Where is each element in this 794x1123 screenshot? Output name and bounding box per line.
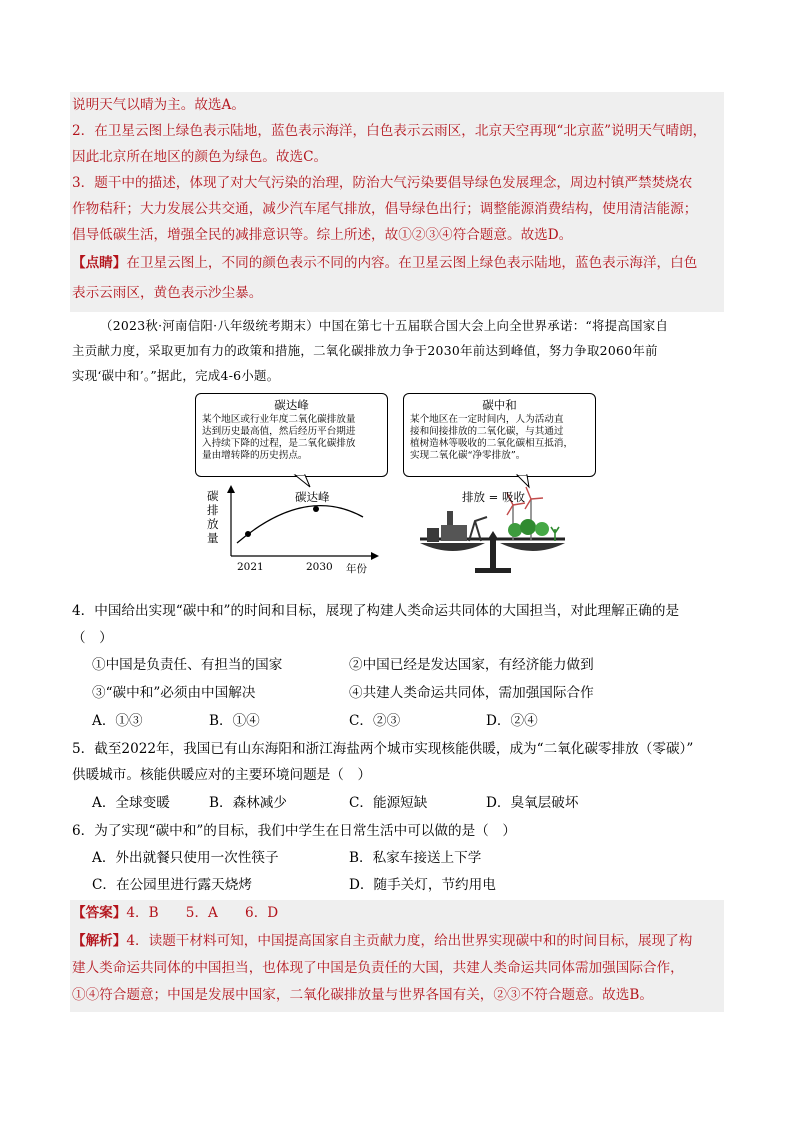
analysis-line-2: 2．在卫星云图上绿色表示陆地，蓝色表示海洋，白色表示云雨区，北京天空再现“北京蓝”说明天气晴朗， xyxy=(72,123,707,139)
q5-stem-1: 5．截至2022年，我国已有山东海阳和浙江海盐两个城市实现核能供暖，成为“二氧化碳零排放（零碳）” xyxy=(72,741,694,757)
tree-1 xyxy=(508,523,522,537)
point-2021 xyxy=(245,531,251,537)
y-axis-arrow xyxy=(227,485,235,493)
answer-tag: 【答案】 xyxy=(72,905,127,921)
q5-option-d[interactable]: D．臭氧层破坏 xyxy=(486,795,579,811)
analysis-line-5: 作物秸秆；大力发展公共交通，减少汽车尾气排放，倡导绿色出行；调整能源消费结构，使用清洁能源； xyxy=(72,201,698,217)
dianjing-text-1: 在卫星云图上，不同的颜色表示不同的内容。在卫星云图上绿色表示陆地，蓝色表示海洋，白色 xyxy=(126,255,698,271)
q4-option-c[interactable]: C．②③ xyxy=(349,713,401,729)
tree-2 xyxy=(520,519,536,535)
carbon-peak-box-text: 某个地区或行业年度二氧化碳排放量 达到历史最高值，然后经历平台期进 入持续下降的过程，是二氧化碳排放 量由增转降的历史拐点。 xyxy=(202,414,356,461)
analysis-bottom-line-3: ①④符合题意；中国是发展中国家，二氧化碳排放量与世界各国有关，②③不符合题意。故选B。 xyxy=(72,987,653,1003)
x-tick-2021: 2021 xyxy=(237,561,264,573)
analysis-tag: 【解析】 xyxy=(72,933,127,949)
carbon-neutral-box-text: 某个地区在一定时间内，人为活动直 接和间接排放的二氧化碳，与其通过 植树造林等吸收的二氧化碳相互抵消， 实现二氧化碳“净零排放”。 xyxy=(410,414,574,461)
intro-line-3: 实现‘碳中和’。”据此，完成4-6小题。 xyxy=(72,368,280,383)
peak-label: 碳达峰 xyxy=(295,490,330,504)
q4-statement-3: ③“碳中和”必须由中国解决 xyxy=(92,685,256,701)
point-2030 xyxy=(313,506,319,512)
analysis-line-1: 说明天气以晴为主。故选A。 xyxy=(72,97,245,113)
q5-option-a[interactable]: A．全球变暖 xyxy=(92,795,170,811)
q4-stem-1: 4．中国给出实现“碳中和”的时间和目标，展现了构建人类命运共同体的大国担当，对此理解正确的是 xyxy=(72,603,680,619)
x-tick-2030: 2030 xyxy=(306,561,333,573)
scale-post xyxy=(490,539,496,569)
carbon-peak-box-title: 碳达峰 xyxy=(274,398,309,412)
q4-statement-1: ①中国是负责任、有担当的国家 xyxy=(92,657,283,673)
emission-curve xyxy=(237,506,363,543)
q4-option-a[interactable]: A．①③ xyxy=(92,713,143,729)
intro-line-2: 主贡献力度，采取更加有力的政策和措施，二氧化碳排放力争于2030年前达到峰值，努力争取2060年前 xyxy=(72,343,658,358)
x-axis-label: 年份 xyxy=(346,563,367,575)
analysis-line-4: 3．题干中的描述，体现了对大气污染的治理，防治大气污染要倡导绿色发展理念，周边村镇严禁焚烧农 xyxy=(72,175,693,191)
analysis-line-6: 倡导低碳生活，增强全民的减排意识等。综上所述，故①②③④符合题意。故选D。 xyxy=(72,227,573,243)
scale-top xyxy=(488,531,498,539)
analysis-text-1: 4．读题干材料可知，中国提高国家自主贡献力度，给出世界实现碳中和的时间目标，展现了构 xyxy=(126,933,693,949)
dianjing-line-1 xyxy=(72,250,697,276)
left-pan xyxy=(420,543,485,551)
right-pan xyxy=(500,543,565,551)
analysis-bottom-line-1 xyxy=(72,928,692,954)
x-axis-arrow xyxy=(371,552,379,560)
balance-label: 排放 = 吸收 xyxy=(462,490,525,504)
dianjing-tag: 【点睛】 xyxy=(72,255,127,271)
carbon-figure xyxy=(195,393,600,583)
answer-line xyxy=(72,900,278,926)
q4-option-d[interactable]: D．②④ xyxy=(486,713,538,729)
q5-option-c[interactable]: C．能源短缺 xyxy=(349,795,428,811)
q4-statement-2: ②中国已经是发达国家，有经济能力做到 xyxy=(349,657,594,673)
tree-3 xyxy=(535,522,549,536)
q6-option-c[interactable]: C．在公园里进行露天烧烤 xyxy=(92,877,252,893)
carbon-figure-graphics xyxy=(195,393,600,583)
oil-barrel xyxy=(427,528,439,542)
analysis-line-3: 因此北京所在地区的颜色为绿色。故选C。 xyxy=(72,149,328,165)
q4-stem-2: （ ） xyxy=(72,630,113,646)
q5-stem-2: 供暖城市。核能供暖应对的主要环境问题是（ ） xyxy=(72,767,372,783)
carbon-neutral-box-title: 碳中和 xyxy=(482,398,517,412)
scale-base xyxy=(475,568,511,573)
q6-stem: 6．为了实现“碳中和”的目标，我们中学生在日常生活中可以做的是（ ） xyxy=(72,823,516,839)
carbon-peak-box-tail xyxy=(295,475,310,487)
q6-option-b[interactable]: B．私家车接送上下学 xyxy=(349,850,482,866)
q5-option-b[interactable]: B．森林减少 xyxy=(209,795,287,811)
dianjing-line-2: 表示云雨区，黄色表示沙尘暴。 xyxy=(72,285,263,301)
q4-statement-4: ④共建人类命运共同体，需加强国际合作 xyxy=(349,685,594,701)
carbon-neutral-box-tail xyxy=(517,475,529,487)
q6-option-d[interactable]: D．随手关灯，节约用电 xyxy=(349,877,496,893)
analysis-bottom-line-2: 建人类命运共同体的中国担当，也体现了中国是负责任的大国，共建人类命运共同体需加强国际合作， xyxy=(72,960,684,976)
intro-line-1: （2023秋·河南信阳·八年级统考期末）中国在第七十五届联合国大会上向全世界承诺：“将提高国家自 xyxy=(100,318,669,333)
answer-text: 4．B 5．A 6．D xyxy=(126,905,279,921)
factory xyxy=(441,525,467,541)
q6-option-a[interactable]: A．外出就餐只使用一次性筷子 xyxy=(92,850,279,866)
y-axis-label: 碳 排 放 量 xyxy=(207,489,219,545)
q4-option-b[interactable]: B．①④ xyxy=(209,713,260,729)
oil-pump xyxy=(469,517,487,541)
turbine-2-blades xyxy=(525,487,543,509)
